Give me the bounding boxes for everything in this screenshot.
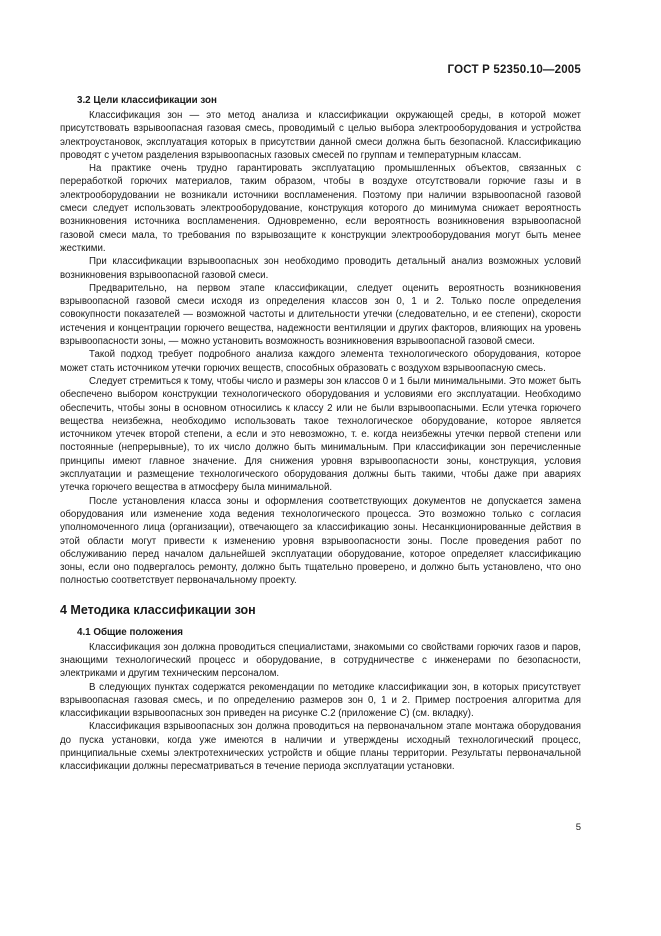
page-number: 5	[575, 822, 581, 833]
paragraph: Предварительно, на первом этапе классификации, следует оценить вероятность возникновения взрывоопасной газовой смеси исходя из определения классов зон 0, 1 и 2. Только после определения совокупности показателей — возможной частоты и длительности утечки (следовательно, и ее степени), скорости истечения и концентрации горючего вещества, надежности вентиляции и других факторов, влияющих на уровень взрывоопасности зоны, — можно установить возможность возникновения взрывоопасной газовой смеси.	[60, 282, 581, 348]
paragraph: Классификация взрывоопасных зон должна проводиться на первоначальном этапе монтажа оборудования до пуска установки, когда уже имеются в наличии и утверждены исходный технологический процесс, принципиальные схемы электротехнических устройств и общие планы территории. Результаты первоначальной классификации должны пересматриваться в течение периода эксплуатации установки.	[60, 721, 581, 773]
paragraph: При классификации взрывоопасных зон необходимо проводить детальный анализ возможных условий возникновения взрывоопасной газовой смеси.	[60, 256, 581, 281]
paragraph: Классификация зон — это метод анализа и классификации окружающей среды, в которой может присутствовать взрывоопасная газовая смесь, проводимый с целью выбора электрооборудования и устройства электроустановок, эксплуатация которых в присутствии данной смеси должна быть безопасной. Классификацию проводят с учетом разделения взрывоопасных газовых смесей по группам и температурным классам.	[60, 110, 581, 161]
standard-header: ГОСТ Р 52350.10—2005	[447, 64, 581, 76]
section-4-heading: 4 Методика классификации зон	[60, 602, 256, 617]
paragraph: Классификация зон должна проводиться специалистами, знакомыми со свойствами горючих газов и паров, знающими технологический процесс и оборудование, в сотрудничестве с инженерами по безопасности, электриками и другим техническим персоналом.	[60, 641, 581, 680]
paragraph: Следует стремиться к тому, чтобы число и размеры зон классов 0 и 1 были минимальными. Это может быть обеспечено выбором конструкции технологического оборудования и условиями его эксплуатации. Необходимо обеспечить, чтобы зоны в основном относились к классу 2 или не были взрывоопасными. Если утечка горючего вещества неизбежна, необходимо использовать такое технологическое оборудование, которое является источником утечек второй степени, а если и это невозможно, т. е. когда неизбежны утечки первой степени или постоянные (непрерывные), то их число должно быть минимальным. При классификации зон перечисленные принципы имеют главное значение. Для снижения уровня взрывоопасности зоны, конструкция, условия эксплуатации и размещение технологического оборудования должны быть такими, чтобы даже при авариях утечка горючего вещества в атмосферу была минимальной.	[60, 375, 581, 494]
paragraph: После установления класса зоны и оформления соответствующих документов не допускается замена оборудования или изменение хода ведения технологического процесса. Это возможно только с согласия уполномоченного лица (организации), отвечающего за классификацию зоны. Несанкционированные действия в этой области могут привести к изменению уровня взрывоопасности зоны. После проведения работ по обслуживанию перед началом дальнейшей эксплуатации оборудование, которое определяет классификацию зоны, если оно подвергалось ремонту, должно быть тщательно проверено, и должно быть установлено, что оно полностью соответствует первоначальному проекту.	[60, 495, 581, 587]
section-4-1-heading: 4.1 Общие положения	[77, 626, 184, 638]
section-3-2-heading: 3.2 Цели классификации зон	[77, 95, 217, 106]
paragraph: Такой подход требует подробного анализа каждого элемента технологического оборудования, которое может стать источником утечки горючих веществ, способных образовать с воздухом взрывоопасную смесь.	[60, 349, 581, 374]
paragraph: На практике очень трудно гарантировать эксплуатацию промышленных объектов, связанных с переработкой горючих материалов, таким образом, чтобы в воздухе отсутствовали горючие газы и в электрооборудовании не возникали источники воспламенения. Поэтому при наличии взрывоопасной газовой смеси следует использовать электрооборудование, конструкция которого до минимума снижает вероятность возникновения источника воспламенения. Одновременно, если вероятность возникновения взрывоопасной газовой смеси мала, то требования по взрывозащите к конструкции электрооборудования могут быть менее жесткими.	[60, 163, 581, 254]
paragraph: В следующих пунктах содержатся рекомендации по методике классификации зон, в которых присутствует взрывоопасная газовая смесь, и по определению размеров зон 0, 1 и 2. Пример построения алгоритма для классификации взрывоопасных зон приведен на рисунке С.2 (приложение С) (см. вкладку).	[60, 681, 581, 720]
document-body	[60, 94, 581, 774]
